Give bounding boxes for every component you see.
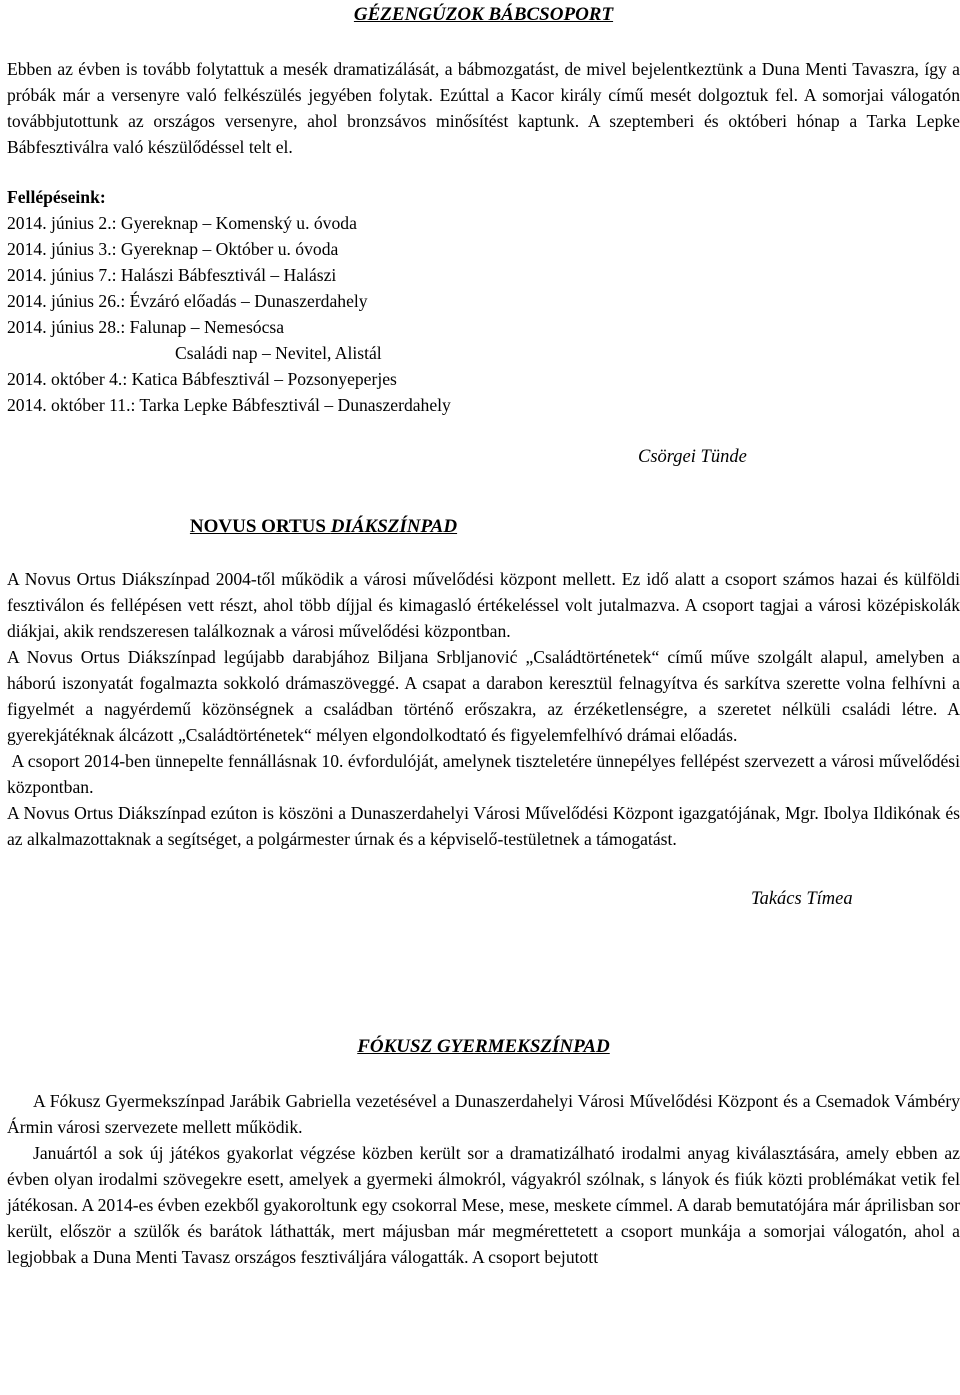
section-title-fokusz: FÓKUSZ GYERMEKSZÍNPAD <box>357 1036 610 1057</box>
event-text: : Katica Bábfesztivál – Pozsonyeperjes <box>122 369 397 389</box>
paragraph-fokusz-2: Januártól a sok új játékos gyakorlat végzése közben került sor a dramatizálható irodalmi anyag kiválasztására, amely ebben az évben olyan irodalmi szövegekre esett, amelyek a gyermeki álmokról, vágyakról szólnak, s lányok és fiúk közti problémákat vetik fel játékosan. A 2014-es évben ezekből gyakoroltunk egy csokorral Mese, mese, meskete címmel. A darab bemutatójára már áprilisban sor került, először a szülők és barátok láthatták, mert májusban már megmérettetett a csoport munkája a somorjai válogatón, ahol a legjobbak a Duna Menti Tavasz országos fesztiváljára válogatták. A csoport bejutott <box>7 1143 960 1267</box>
signature-csorgei: Csörgei Tünde <box>638 447 747 467</box>
paragraph-novus-4: A Novus Ortus Diákszínpad ezúton is köszöni a Dunaszerdahelyi Városi Művelődési Központ igazgatójának, Mgr. Ibolya Ildikónak és az alkalmazottaknak a segítséget, a polgármester úrnak és a képviselő-testületnek a támogatást. <box>7 803 960 849</box>
event-date: 2014. június 28. <box>7 317 121 337</box>
paragraph-novus-2: A Novus Ortus Diákszínpad legújabb darabjához Biljana Srbljanović „Családtörténetek“ című műve szolgált alapul, amelyben a háború iszonyatát fogalmazta sokkoló drámaszöveggé. A csapat a darabon keresztül felnagyítva és sarkítva szerette volna felhívni a figyelmét a nagyérdemű közönségnek a családban történő erőszakra, az érzéketlenségre, a szeretet nélküli családi létre. A gyerekjátéknak álcázott „Családtörténetek“ mélyen elgondolkodtató és figyelemfelhívó drámai előadás. <box>7 647 960 745</box>
paragraph-gezenguzok: Ebben az évben is tovább folytattuk a mesék dramatizálását, a bábmozgatást, de mivel bejelentkeztünk a Duna Menti Tavaszra, így a próbák már a versenyre való felkészülés jegyében folytak. Ezúttal a Kacor király című mesét dolgoztuk fel. A somorjai válogatón továbbjutottunk az országos versenyre, ahol bronzsávos minősítést kaptunk. A szeptemberi és októberi hónap a Tarka Lepke Bábfesztiválra való készülődéssel telt el. <box>7 59 960 157</box>
event-text: : Gyereknap – Komenský u. óvoda <box>111 213 357 233</box>
document-page <box>7 0 960 1270</box>
paragraph-fokusz-1: A Fókusz Gyermekszínpad Jarábik Gabriella vezetésével a Dunaszerdahelyi Városi Művelődési Központ és a Csemadok Vámbéry Ármin városi szervezete mellett működik. <box>7 1091 960 1137</box>
event-item <box>7 366 960 392</box>
event-date: 2014. október 11. <box>7 395 131 415</box>
title-italic-part: DIÁKSZÍNPAD <box>330 516 458 537</box>
paragraph-novus-1: A Novus Ortus Diákszínpad 2004-től működik a városi művelődési központ mellett. Ez idő alatt a csoport számos hazai és külföldi fesztiválon és fellépésen vett részt, ahol több díjjal és kimagasló értékeléssel volt jutalmazva. A csoport tagjai a városi középiskolák diákjai, akik rendszeresen találkoznak a városi művelődési központban. <box>7 569 960 641</box>
title-plain-part: NOVUS ORTUS <box>189 516 331 537</box>
event-text: Családi nap – Nevitel, Alistál <box>175 343 382 363</box>
event-date: 2014. október 4. <box>7 369 123 389</box>
event-item <box>7 314 960 340</box>
event-date: 2014. június 26. <box>7 291 121 311</box>
event-item <box>7 340 960 366</box>
signature-takacs: Takács Tímea <box>751 889 853 909</box>
event-item <box>7 288 960 314</box>
event-text: : Évzáró előadás – Dunaszerdahely <box>120 291 368 311</box>
event-item <box>7 262 960 288</box>
event-item <box>7 210 960 236</box>
event-date: 2014. június 2. <box>7 213 112 233</box>
section-title-novus-ortus <box>0 514 960 540</box>
event-item <box>7 392 960 418</box>
paragraph-novus-3: A csoport 2014-ben ünnepelte fennállásnak 10. évfordulóját, amelynek tiszteletére ünnepélyes fellépést szervezett a városi művelődési központban. <box>7 751 960 797</box>
event-text: : Falunap – Nemesócsa <box>120 317 285 337</box>
event-text: : Gyereknap – Október u. óvoda <box>111 239 339 259</box>
event-date: 2014. június 7. <box>7 265 112 285</box>
event-text: : Halászi Bábfesztivál – Halászi <box>111 265 337 285</box>
event-text: : Tarka Lepke Bábfesztivál – Dunaszerdahely <box>130 395 451 415</box>
performances-list <box>7 210 960 418</box>
event-date: 2014. június 3. <box>7 239 112 259</box>
performances-heading: Fellépéseink: <box>7 187 106 207</box>
section-title-gezenguzok: GÉZENGÚZOK BÁBCSOPORT <box>353 4 614 25</box>
event-item <box>7 236 960 262</box>
